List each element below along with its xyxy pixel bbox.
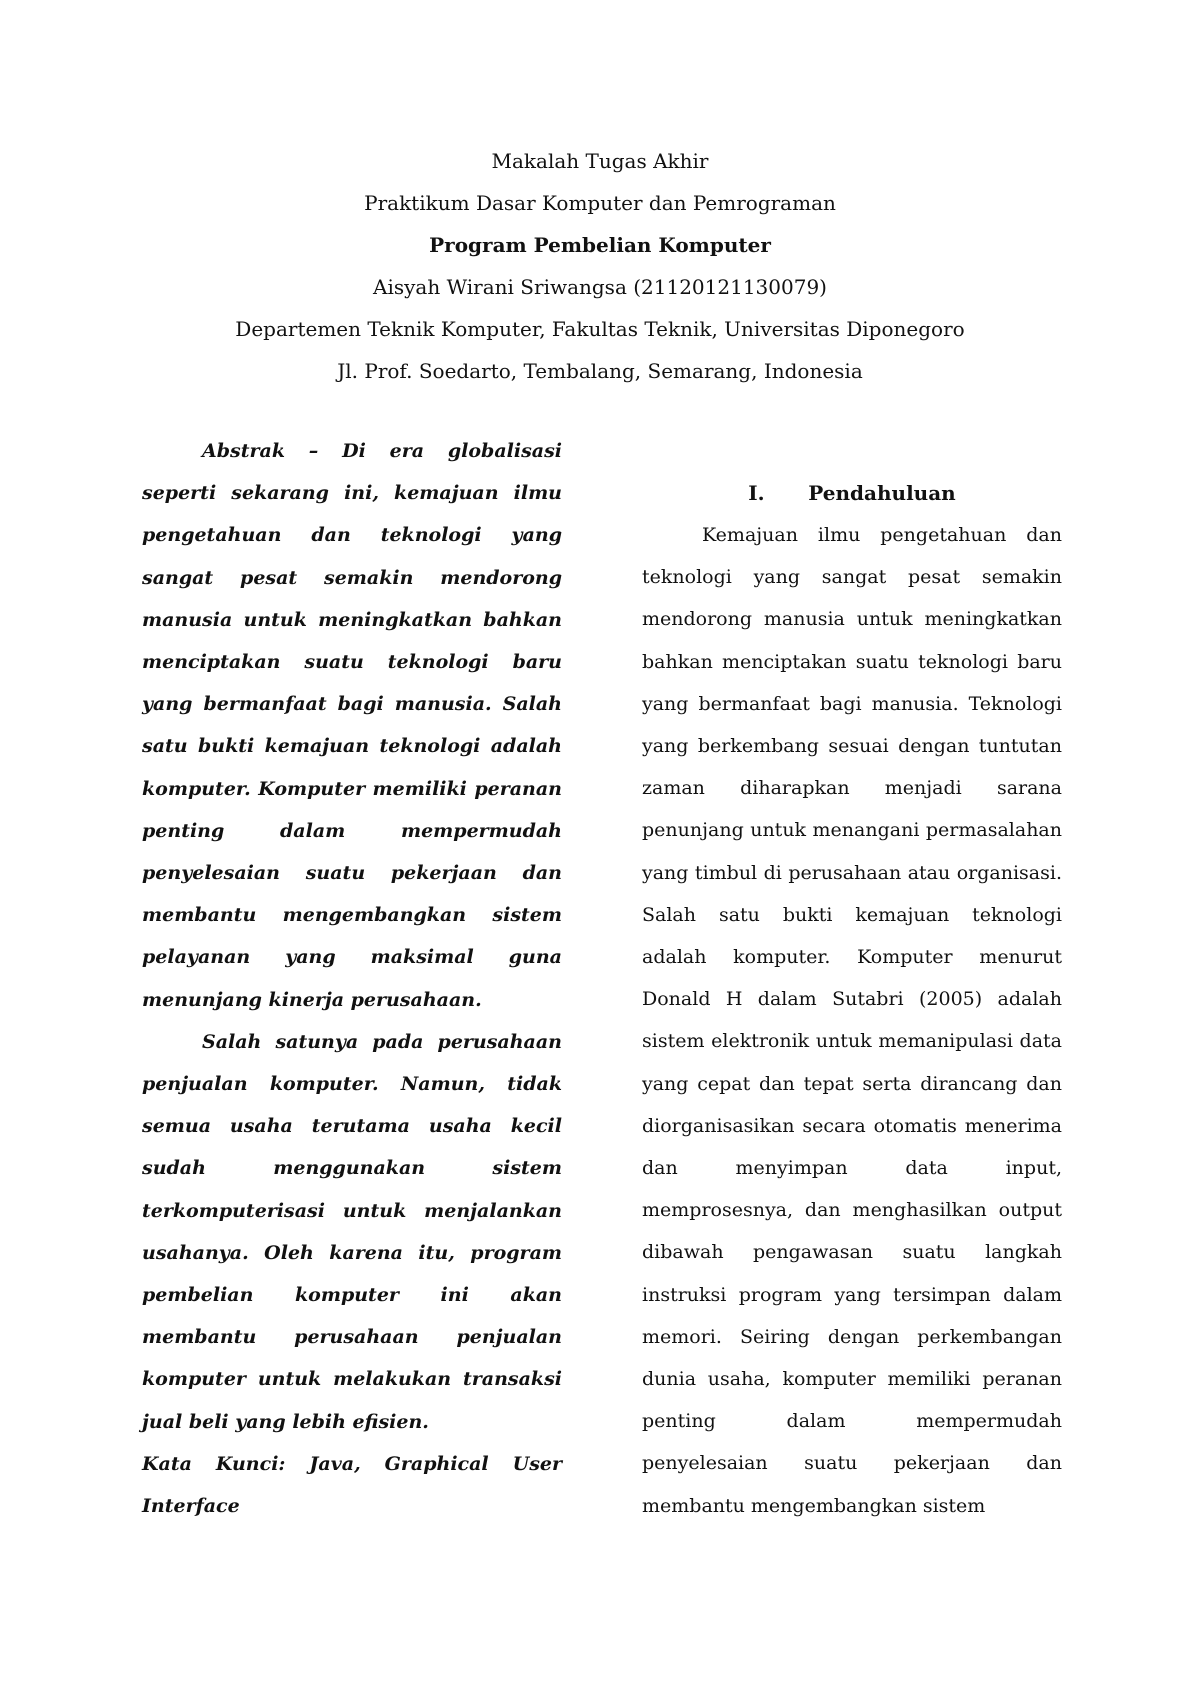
abstract-paragraph-1: Abstrak – Di era globalisasi seperti sekarang ini, kemajuan ilmu pengetahuan dan teknologi yang sangat pesat semakin mendorong manusia untuk meningkatkan bahkan menciptakan suatu teknologi baru yang bermanfaat bagi manusia. Salah satu bukti kemajuan teknologi adalah komputer. Komputer memiliki peranan penting dalam mempermudah penyelesaian suatu pekerjaan dan membantu mengembangkan sistem pelayanan yang maksimal guna menunjang kinerja perusahaan. bbox=[142, 440, 562, 1011]
introduction-column bbox=[642, 472, 1062, 1527]
paper-title: Program Pembelian Komputer bbox=[429, 233, 771, 257]
introduction-paragraph: Kemajuan ilmu pengetahuan dan teknologi yang sangat pesat semakin mendorong manusia untuk meningkatkan bahkan menciptakan suatu teknologi baru yang bermanfaat bagi manusia. Teknologi yang berkembang sesuai dengan tuntutan zaman diharapkan menjadi sarana penunjang untuk menangani permasalahan yang timbul di perusahaan atau organisasi. Salah satu bukti kemajuan teknologi adalah komputer. Komputer menurut Donald H dalam Sutabri (2005) adalah sistem elektronik untuk memanipulasi data yang cepat dan tepat serta dirancang dan diorganisasikan secara otomatis menerima dan menyimpan data input, memprosesnya, dan menghasilkan output dibawah pengawasan suatu langkah instruksi program yang tersimpan dalam memori. Seiring dengan perkembangan dunia usaha, komputer memiliki peranan penting dalam mempermudah penyelesaian suatu pekerjaan dan membantu mengembangkan sistem bbox=[642, 524, 1062, 1517]
keywords-line: Kata Kunci: Java, Graphical User Interface bbox=[142, 1452, 562, 1518]
section-number: I. bbox=[748, 481, 765, 505]
abstract-paragraph-2: Salah satunya pada perusahaan penjualan komputer. Namun, tidak semua usaha terutama usaha kecil sudah menggunakan sistem terkomputerisasi untuk menjalankan usahanya. Oleh karena itu, program pembelian komputer ini akan membantu perusahaan penjualan komputer untuk melakukan transaksi jual beli yang lebih efisien. bbox=[142, 1030, 562, 1433]
section-title: Pendahuluan bbox=[808, 481, 956, 505]
abstract-column bbox=[142, 430, 562, 1527]
address-line: Jl. Prof. Soedarto, Tembalang, Semarang, Indonesia bbox=[337, 359, 863, 383]
author-line: Aisyah Wirani Sriwangsa (21120121130079) bbox=[373, 275, 827, 299]
course-name-line: Praktikum Dasar Komputer dan Pemrograman bbox=[364, 191, 836, 215]
affiliation-line: Departemen Teknik Komputer, Fakultas Teknik, Universitas Diponegoro bbox=[235, 317, 965, 341]
paper-type-line: Makalah Tugas Akhir bbox=[491, 149, 709, 173]
paper-header bbox=[0, 140, 1200, 392]
